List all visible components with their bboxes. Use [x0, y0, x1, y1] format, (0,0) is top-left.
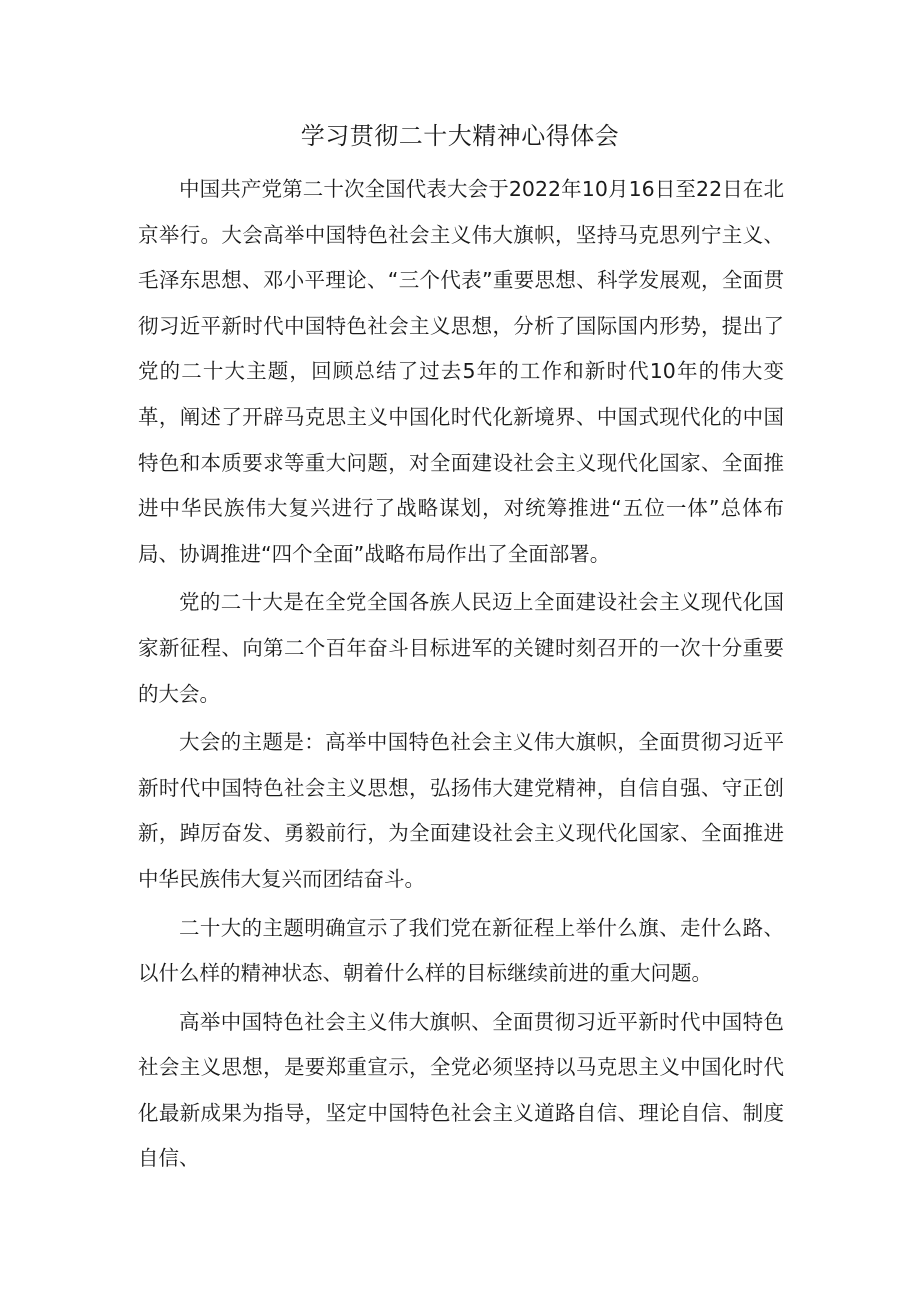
paragraph-4: 二十大的主题明确宣示了我们党在新征程上举什么旗、走什么路、以什么样的精神状态、朝着什么样的目标继续前进的重大问题。: [138, 915, 784, 986]
paragraph-1: 中国共产党第二十次全国代表大会于2022年10月16日至22日在北京举行。大会高举中国特色社会主义伟大旗帜，坚持马克思列宁主义、毛泽东思想、邓小平理论、“三个代表”重要思想、科学发展观，全面贯彻习近平新时代中国特色社会主义思想，分析了国际国内形势，提出了党的二十大主题，回顾总结了过去5年的工作和新时代10年的伟大变革，阐述了开辟马克思主义中国化时代化新境界、中国式现代化的中国特色和本质要求等重大问题，对全面建设社会主义现代化国家、全面推进中华民族伟大复兴进行了战略谋划，对统筹推进“五位一体”总体布局、协调推进“四个全面”战略布局作出了全面部署。: [138, 177, 784, 566]
paragraph-3: 大会的主题是：高举中国特色社会主义伟大旗帜，全面贯彻习近平新时代中国特色社会主义思想，弘扬伟大建党精神，自信自强、守正创新，踔厉奋发、勇毅前行，为全面建设社会主义现代化国家、全面推进中华民族伟大复兴而团结奋斗。: [138, 730, 784, 891]
document-body: [138, 167, 784, 1185]
paragraph-2: 党的二十大是在全党全国各族人民迈上全面建设社会主义现代化国家新征程、向第二个百年奋斗目标进军的关键时刻召开的一次十分重要的大会。: [138, 590, 784, 706]
paragraph-5: 高举中国特色社会主义伟大旗帜、全面贯彻习近平新时代中国特色社会主义思想，是要郑重宣示，全党必须坚持以马克思主义中国化时代化最新成果为指导，坚定中国特色社会主义道路自信、理论自信、制度自信、: [138, 1009, 784, 1171]
document-title: 学习贯彻二十大精神心得体会: [300, 122, 620, 150]
